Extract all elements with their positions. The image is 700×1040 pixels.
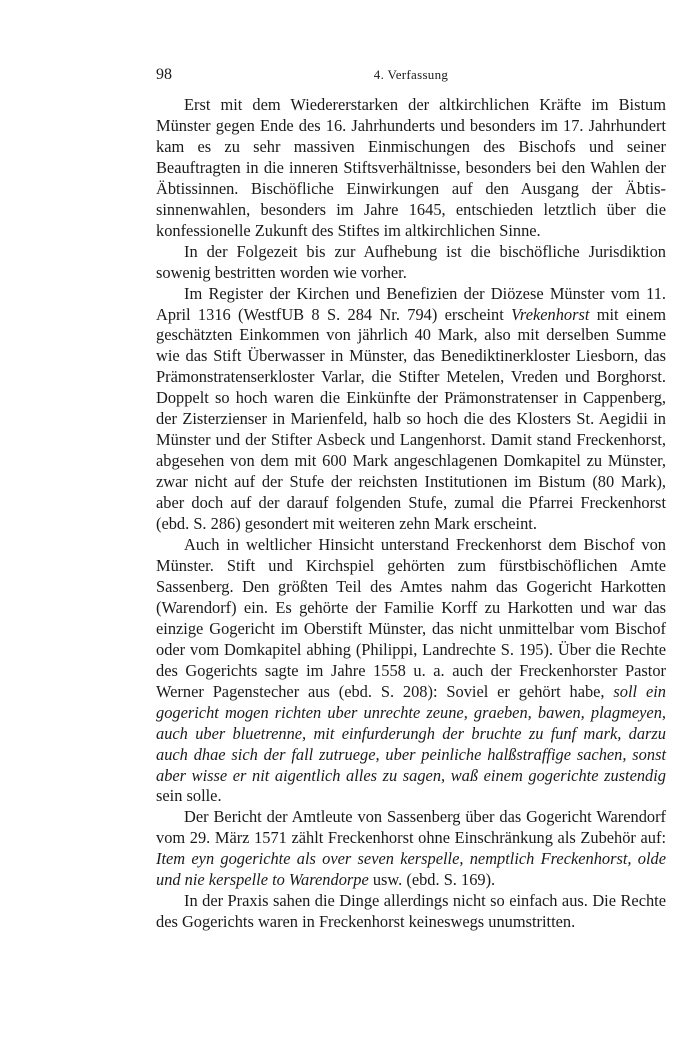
text-run: Der Bericht der Amtleute von Sassenberg über das Gogericht Warendorf vom 29. März 1571 zählt Freckenhorst ohne Einschränkung als Zubehör auf: [156, 807, 666, 848]
paragraph [156, 807, 666, 891]
text-run: Im Register der Kirchen und Benefizien der Diözese Münster vom 11. April 1316 (WestfUB 8 S. 284 Nr. 794) erscheint [156, 283, 666, 324]
paragraph [156, 95, 666, 242]
text-run: In der Folgezeit bis zur Aufhebung ist die bischöfliche Jurisdiktion sowenig bestritten worden wie vorher. [156, 241, 666, 282]
chapter-title: 4. Verfassung [373, 67, 449, 82]
body-text [156, 95, 666, 933]
paragraph [156, 535, 666, 807]
text-run: Auch in weltlicher Hinsicht unterstand Freckenhorst dem Bischof von Münster. Stift und Kirchspiel gehörten zum fürstbischöflichen Amte Sassenberg. Den größten Teil des Amtes nahm das Gogericht Harkotten (Warendorf) ein. Es gehörte der Familie Korff zu Harkotten und war das einzige Gogericht im Oberstift Münster, das nicht unmittelbar vom Bischof oder vom Domkapitel abhing (Philippi, Landrechte S. 195). Über die Rechte des Gogerichts sagte im Jahre 1558 u. a. auch der Freckenhorster Pastor Werner Pagenstecher aus (ebd. S. 208): Soviel er gehört habe, [156, 535, 666, 701]
page-number: 98 [156, 66, 172, 83]
italic-text-run: Vrekenhorst [511, 304, 590, 324]
text-run: mit einem geschätzten Einkommen von jährlich 40 Mark, also mit derselben Summe wie das Stift Überwasser in Münster, das Benediktinerkloster Liesborn, das Prämonstratenserkloster Varlar, die Stifter Metelen, Vreden und Borghorst. Doppelt so hoch waren die Einkünfte der Prämonstratenser in Cappenberg, der Zisterzienser in Marienfeld, halb so hoch die des Klosters St. Aegidii in Münster und der Stifter Asbeck und Langenhorst. Damit stand Freckenhorst, abgesehen von dem mit 600 Mark angeschlagenen Domkapitel zu Münster, zwar nicht auf der Stufe der reichsten Institutionen im Bistum (80 Mark), aber doch auf der darauf folgenden Stufe, zumal die Pfarrei Freckenhorst (ebd. S. 286) gesondert mit weiteren zehn Mark erscheint. [156, 304, 666, 534]
paragraph [156, 284, 666, 535]
italic-quotation: Item eyn gogerichte als over seven kerspelle, nemptlich Freckenhorst, olde und nie kerspelle to Warendorpe [156, 849, 666, 890]
running-head [156, 66, 666, 86]
text-run: Erst mit dem Wiedererstarken der altkirchlichen Kräfte im Bistum Münster gegen Ende des 16. Jahrhunderts und besonders im 17. Jahrhundert kam es zu sehr massiven Einmischungen des Bischofs und seiner Beauftragten in die inneren Stiftsverhältnisse, besonders bei den Wahlen der Äbtissinnen. Bischöfliche Einwirkungen auf den Ausgang der Äbtissinnenwahlen, besonders im Jahre 1645, entschieden letztlich über die konfessionelle Zukunft des Stiftes im altkirchlichen Sinne. [156, 95, 666, 240]
text-run: sein solle. [156, 786, 222, 806]
text-run: usw. (ebd. S. 169). [368, 870, 496, 890]
paragraph [156, 242, 666, 284]
paragraph [156, 891, 666, 933]
italic-quotation: soll ein gogericht mogen richten uber unrechte zeune, graeben, bawen, plagmeyen, auch uber bluetrenne, mit einfurderungh der bruchte zu funf mark, darzu auch dhae sich der fall zutruege, uber peinliche halßstraffige sachen, sonst aber wisse er nit aigentlich alles zu sagen, waß einem gogerichte zustendig [156, 681, 666, 785]
text-run: In der Praxis sahen die Dinge allerdings nicht so einfach aus. Die Rechte des Gogerichts waren in Freckenhorst keineswegs unumstritten. [156, 891, 666, 932]
